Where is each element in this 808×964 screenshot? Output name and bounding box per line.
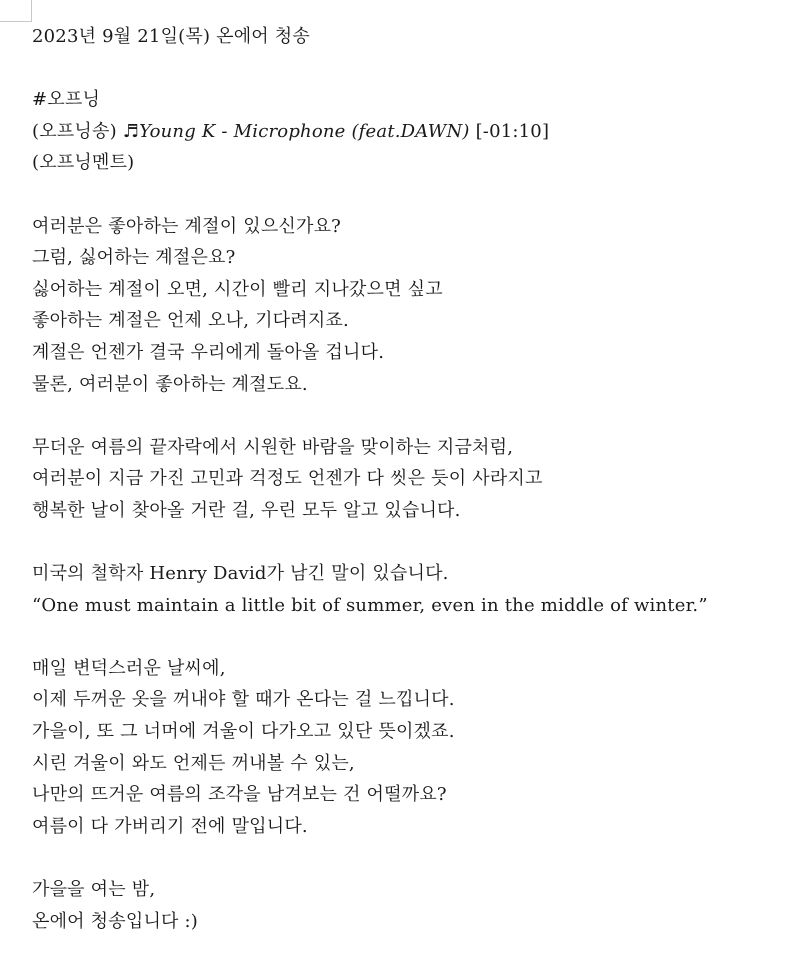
quote-line: “One must maintain a little bit of summer, even in the middle of winter.” [32, 594, 708, 616]
paragraph-line: 좋아하는 계절은 언제 오나, 기다려지죠. [32, 310, 349, 332]
paragraph-line: 이제 두꺼운 옷을 꺼내야 할 때가 온다는 걸 느낍니다. [32, 689, 455, 711]
paragraph-line: 시린 겨울이 와도 언제든 꺼내볼 수 있는, [32, 752, 355, 774]
opening-song-title: Young K - Microphone (feat.DAWN) [139, 120, 470, 142]
blank-line [32, 179, 802, 211]
paragraph-line: 여름이 다 가버리기 전에 말입니다. [32, 815, 308, 837]
paragraph-line: 여러분은 좋아하는 계절이 있으신가요? [32, 215, 342, 237]
paragraph-line: 미국의 철학자 Henry David가 남긴 말이 있습니다. [32, 563, 449, 585]
blank-line [32, 527, 802, 559]
music-note-icon: ♬ [122, 120, 140, 142]
paragraph-line: 가을이, 또 그 너머에 겨울이 다가오고 있단 뜻이겠죠. [32, 721, 455, 743]
paragraph-line: 여러분이 지금 가진 고민과 걱정도 언젠가 다 씻은 듯이 사라지고 [32, 468, 543, 490]
opening-section-title: #오프닝 [32, 89, 101, 111]
closing-line: 온에어 청송입니다 :) [32, 910, 199, 932]
blank-line [32, 842, 802, 874]
blank-line [32, 53, 802, 85]
paragraph-line: 나만의 뜨거운 여름의 조각을 남겨보는 건 어떨까요? [32, 784, 447, 806]
paragraph-line: 물론, 여러분이 좋아하는 계절도요. [32, 373, 308, 395]
blank-line [32, 621, 802, 653]
blank-line [32, 400, 802, 432]
paragraph-line: 계절은 언젠가 결국 우리에게 돌아올 겁니다. [32, 341, 385, 363]
document-body[interactable] [32, 21, 802, 937]
paragraph-line: 매일 변덕스러운 날씨에, [32, 657, 226, 679]
page-margin-marker [0, 0, 32, 22]
paragraph-line: 싫어하는 계절이 오면, 시간이 빨리 지나갔으면 싶고 [32, 278, 443, 300]
opening-song-prefix: (오프닝송) [32, 120, 123, 142]
opening-ment-label: (오프닝멘트) [32, 152, 135, 174]
paragraph-line: 그럼, 싫어하는 계절은요? [32, 247, 236, 269]
paragraph-line: 행복한 날이 찾아올 거란 걸, 우린 모두 알고 있습니다. [32, 499, 461, 521]
opening-song-time: [-01:10] [469, 120, 550, 142]
opening-song-line [32, 116, 802, 148]
broadcast-header: 2023년 9월 21일(목) 온에어 청송 [32, 26, 310, 47]
closing-line: 가을을 여는 밤, [32, 879, 156, 901]
paragraph-line: 무더운 여름의 끝자락에서 시원한 바람을 맞이하는 지금처럼, [32, 436, 514, 458]
